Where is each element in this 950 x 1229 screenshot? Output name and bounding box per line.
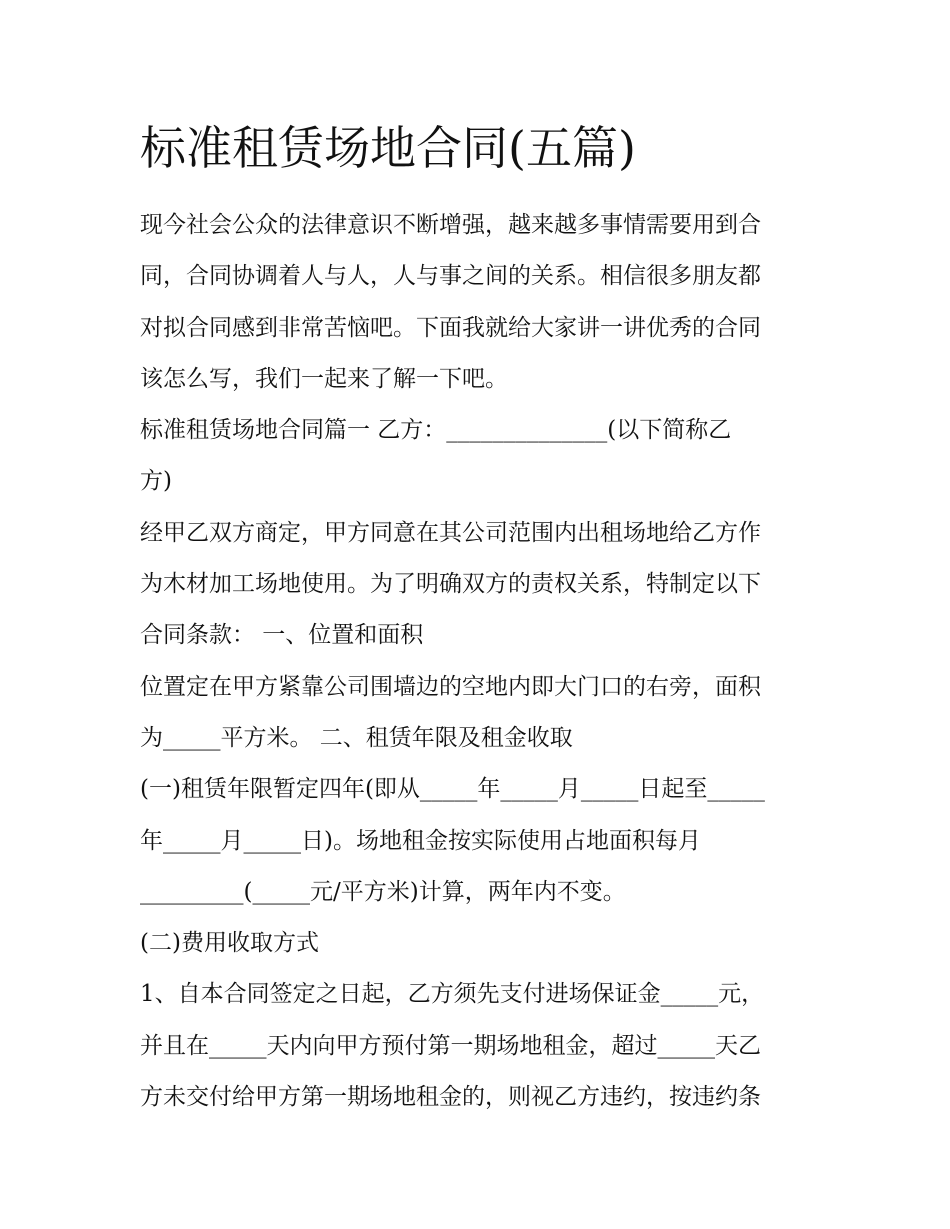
body-line: 年_____月_____日)。场地租金按实际使用占地面积每月 bbox=[140, 827, 701, 854]
body-line: 并且在_____天内向甲方预付第一期场地租金，超过_____天乙 bbox=[140, 1032, 761, 1059]
body-line: 方) bbox=[140, 468, 172, 495]
document-title: 标准租赁场地合同(五篇) bbox=[140, 121, 636, 175]
body-line: 1、自本合同签定之日起，乙方须先支付进场保证金_____元， bbox=[140, 981, 765, 1008]
body-line: 为木材加工场地使用。为了明确双方的责权关系，特制定以下 bbox=[140, 571, 761, 598]
body-line: _________(_____元/平方米)计算，两年内不变。 bbox=[140, 878, 626, 905]
body-line: 为_____平方米。 二、租赁年限及租金收取 bbox=[140, 724, 573, 751]
body-line: 经甲乙双方商定，甲方同意在其公司范围内出租场地给乙方作 bbox=[140, 519, 761, 546]
body-line: 现今社会公众的法律意识不断增强，越来越多事情需要用到合 bbox=[140, 212, 761, 238]
body-line: 该怎么写，我们一起来了解一下吧。 bbox=[140, 365, 508, 392]
body-line: 位置定在甲方紧靠公司围墙边的空地内即大门口的右旁，面积 bbox=[140, 673, 761, 700]
body-line: 同，合同协调着人与人，人与事之间的关系。相信很多朋友都 bbox=[140, 263, 761, 290]
body-line: 方未交付给甲方第一期场地租金的，则视乙方违约，按违约条 bbox=[140, 1084, 761, 1111]
document-body bbox=[140, 200, 812, 1123]
body-line: (一)租赁年限暂定四年(即从_____年_____月_____日起至_____ bbox=[140, 776, 765, 803]
body-line: 标准租赁场地合同篇一 乙方：______________(以下简称乙 bbox=[140, 417, 732, 444]
body-line: (二)费用收取方式 bbox=[140, 930, 319, 957]
body-line: 对拟合同感到非常苦恼吧。下面我就给大家讲一讲优秀的合同 bbox=[140, 314, 761, 341]
body-line: 合同条款： 一、位置和面积 bbox=[140, 622, 424, 649]
